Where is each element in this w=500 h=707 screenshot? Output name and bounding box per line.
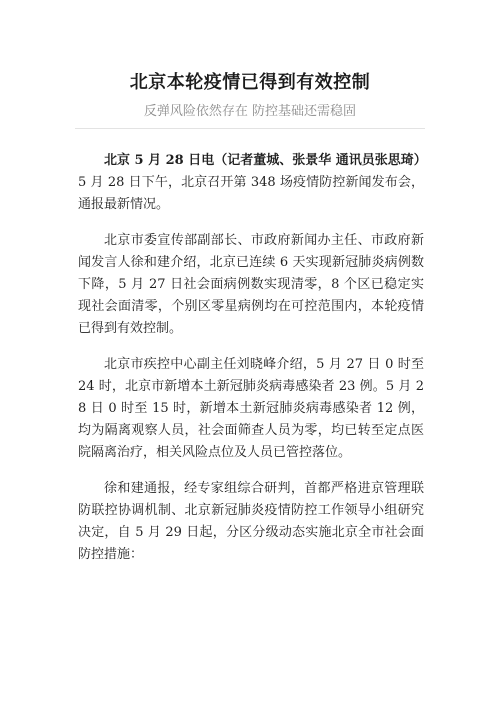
article-paragraph-2: 北京市委宣传部副部长、市政府新闻办主任、市政府新闻发言人徐和建介绍，北京已连续 6 天实现新冠肺炎病例数下降，5 月 27 日社会面病例数实现清零，8 个区已稳定实现社会面清零，个别区零星病例均在可控范围内，本轮疫情已得到有效控制。 [78,233,424,336]
article-paragraph-4: 徐和建通报，经专家组综合研判，首都严格进京管理联防联控协调机制、北京新冠肺炎疫情防控工作领导小组研究决定，自 5 月 29 日起，分区分级动态实施北京全市社会面防控措施： [78,481,424,562]
article-paragraph-3: 北京市疾控中心副主任刘晓峰介绍，5 月 27 日 0 时至 24 时，北京市新增本土新冠肺炎病毒感染者 23 例。5 月 28 日 0 时至 15 时，新增本土新冠肺炎病毒感染者 12 例，均为隔离观察人员，社会面筛查人员为零，均已转至定点医院隔离治疗，相关风险点位及人员已管控落位。 [78,357,424,460]
title-divider [75,128,425,129]
article-subtitle: 反弹风险依然存在 防控基础还需稳固 [143,104,357,119]
dateline: 北京 5 月 28 日电（记者董城、张景华 通讯员张思琦） [104,153,427,168]
article-body [78,150,427,580]
article-paragraph-1 [78,150,427,216]
article-title: 北京本轮疫情已得到有效控制 [129,72,371,93]
paragraph-1-text: 5 月 28 日下午，北京召开第 348 场疫情防控新闻发布会，通报最新情况。 [78,175,424,212]
